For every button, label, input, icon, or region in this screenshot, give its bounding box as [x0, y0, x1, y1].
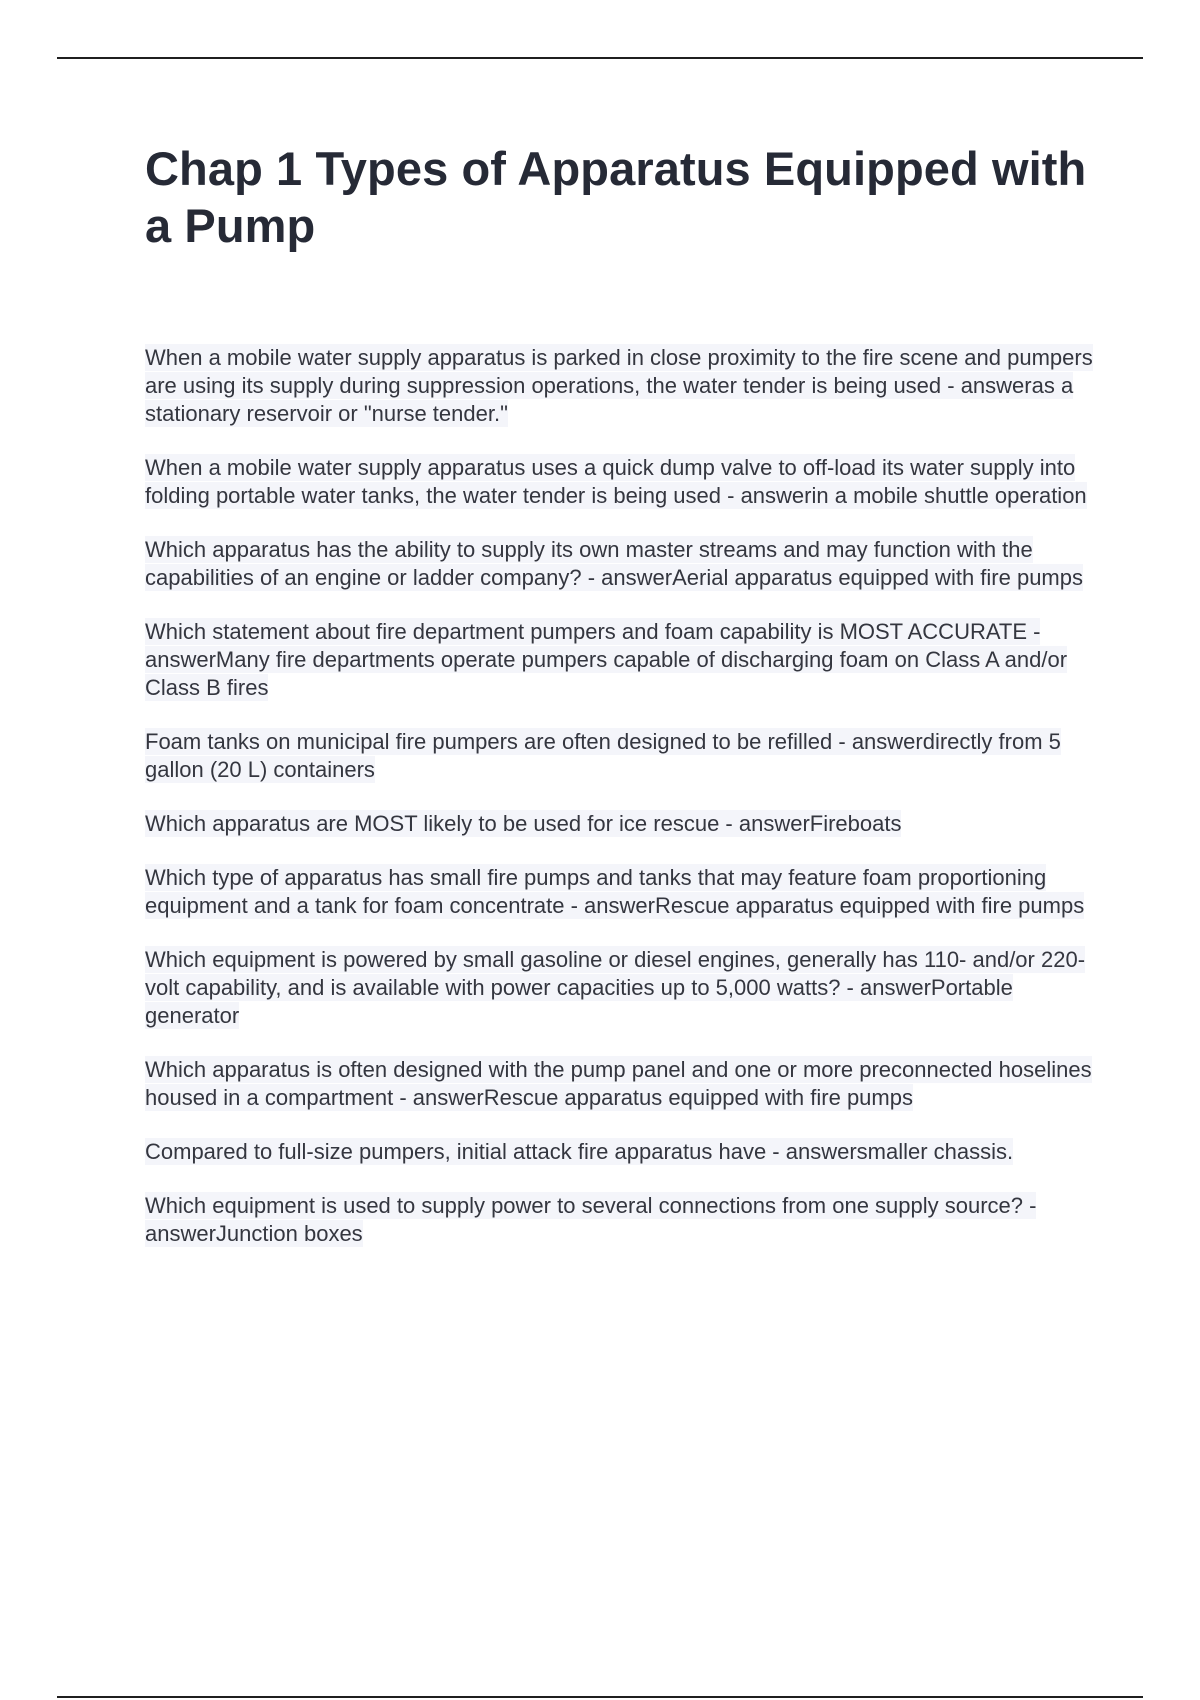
qa-item-text: Foam tanks on municipal fire pumpers are often designed to be refilled - answerdirectly from 5 gallon (20 L) containers	[145, 729, 1061, 782]
qa-item-text: Which equipment is powered by small gasoline or diesel engines, generally has 110- and/or 220-volt capability, and is available with power capacities up to 5,000 watts? - answerPortable generator	[145, 947, 1086, 1028]
qa-item-text: When a mobile water supply apparatus is parked in close proximity to the fire scene and pumpers are using its supply during suppression operations, the water tender is being used - answeras a stationary reservoir or "nurse tender."	[145, 345, 1093, 426]
qa-item	[145, 864, 1095, 920]
qa-item-text: Which statement about fire department pumpers and foam capability is MOST ACCURATE - answerMany fire departments operate pumpers capable of discharging foam on Class A and/or Class B fires	[145, 619, 1068, 700]
qa-item	[145, 344, 1095, 428]
qa-item-text: Which apparatus is often designed with the pump panel and one or more preconnected hoselines housed in a compartment - answerRescue apparatus equipped with fire pumps	[145, 1057, 1092, 1110]
qa-item	[145, 1192, 1095, 1248]
page-content	[145, 140, 1095, 1274]
qa-item-text: When a mobile water supply apparatus uses a quick dump valve to off-load its water supply into folding portable water tanks, the water tender is being used - answerin a mobile shuttle operation	[145, 455, 1087, 508]
document-title: Chap 1 Types of Apparatus Equipped with a Pump	[145, 142, 1087, 252]
qa-item	[145, 1138, 1095, 1166]
top-rule	[57, 57, 1143, 59]
qa-item-text: Which apparatus has the ability to supply its own master streams and may function with the capabilities of an engine or ladder company? - answerAerial apparatus equipped with fire pumps	[145, 537, 1083, 590]
qa-item	[145, 618, 1095, 702]
qa-item-text: Compared to full-size pumpers, initial attack fire apparatus have - answersmaller chassis.	[145, 1139, 1014, 1164]
qa-item	[145, 536, 1095, 592]
bottom-rule	[57, 1696, 1143, 1698]
qa-item-text: Which apparatus are MOST likely to be used for ice rescue - answerFireboats	[145, 811, 902, 836]
qa-item	[145, 728, 1095, 784]
qa-item-text: Which equipment is used to supply power to several connections from one supply source? - answerJunction boxes	[145, 1193, 1037, 1246]
qa-list	[145, 344, 1095, 1248]
qa-item	[145, 810, 1095, 838]
qa-item	[145, 946, 1095, 1030]
qa-item	[145, 454, 1095, 510]
qa-item	[145, 1056, 1095, 1112]
qa-item-text: Which type of apparatus has small fire pumps and tanks that may feature foam proportioning equipment and a tank for foam concentrate - answerRescue apparatus equipped with fire pumps	[145, 865, 1085, 918]
